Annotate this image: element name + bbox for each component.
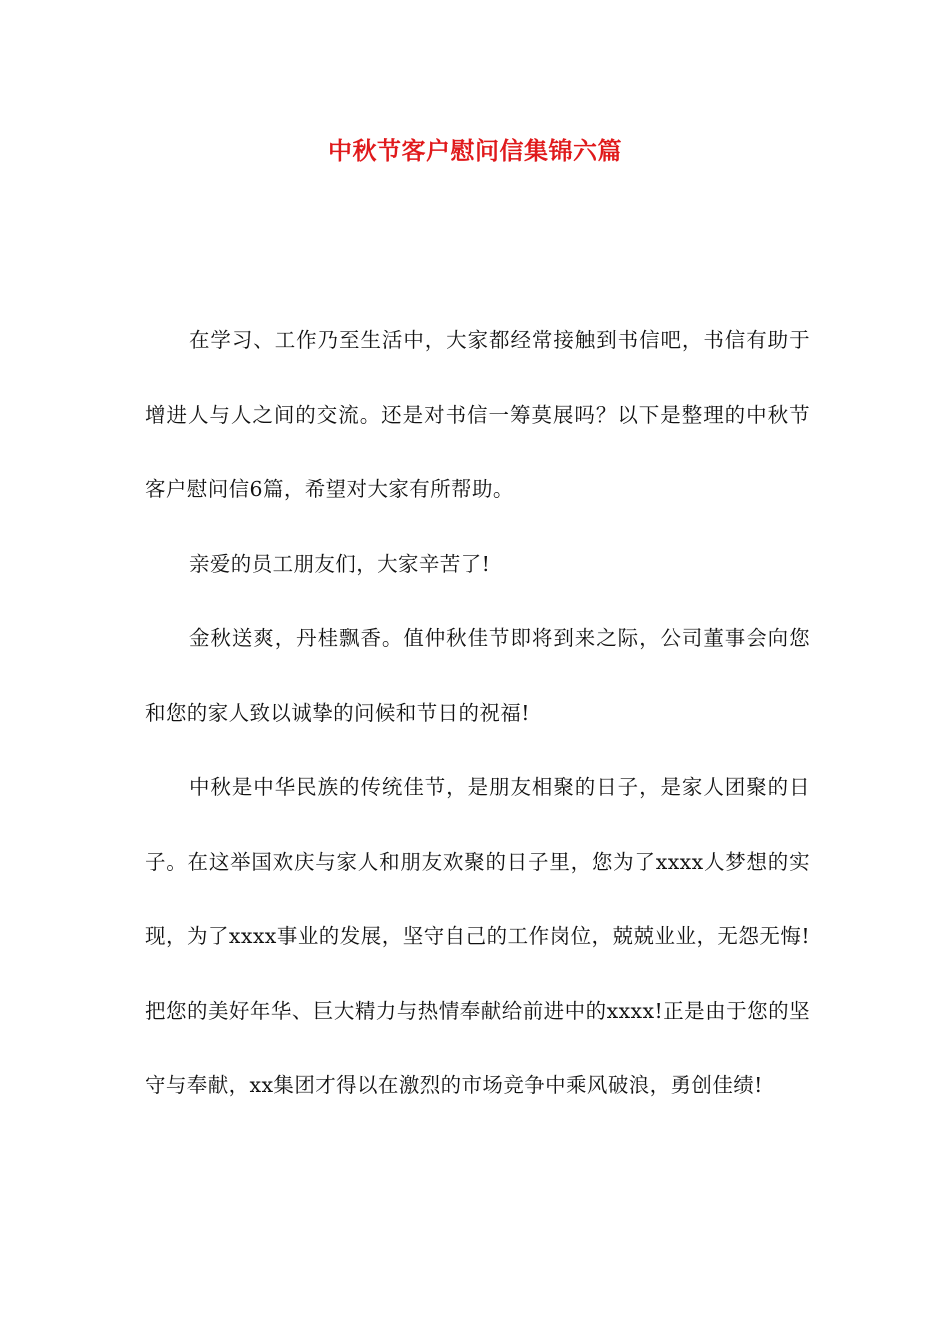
document-title: 中秋节客户慰问信集锦六篇 (328, 136, 622, 165)
wishes-paragraph: 金秋送爽，丹桂飘香。值仲秋佳节即将到来之际，公司董事会向您和您的家人致以诚挚的问候和节日的祝福! (145, 626, 810, 725)
appreciation-paragraph: 中秋是中华民族的传统佳节，是朋友相聚的日子，是家人团聚的日子。在这举国欢庆与家人和朋友欢聚的日子里，您为了xxxx人梦想的实现，为了xxxx事业的发展，坚守自己的工作岗位，兢兢业业，无怨无悔!把您的美好年华、巨大精力与热情奉献给前进中的xxxx!正是由于您的坚守与奉献，xx集团才得以在激烈的市场竞争中乘风破浪，勇创佳绩! (145, 775, 810, 1097)
intro-paragraph: 在学习、工作乃至生活中，大家都经常接触到书信吧，书信有助于增进人与人之间的交流。还是对书信一筹莫展吗？以下是整理的中秋节客户慰问信6篇，希望对大家有所帮助。 (145, 328, 810, 501)
greeting-paragraph: 亲爱的员工朋友们，大家辛苦了! (189, 551, 491, 576)
document-body (145, 303, 810, 1123)
